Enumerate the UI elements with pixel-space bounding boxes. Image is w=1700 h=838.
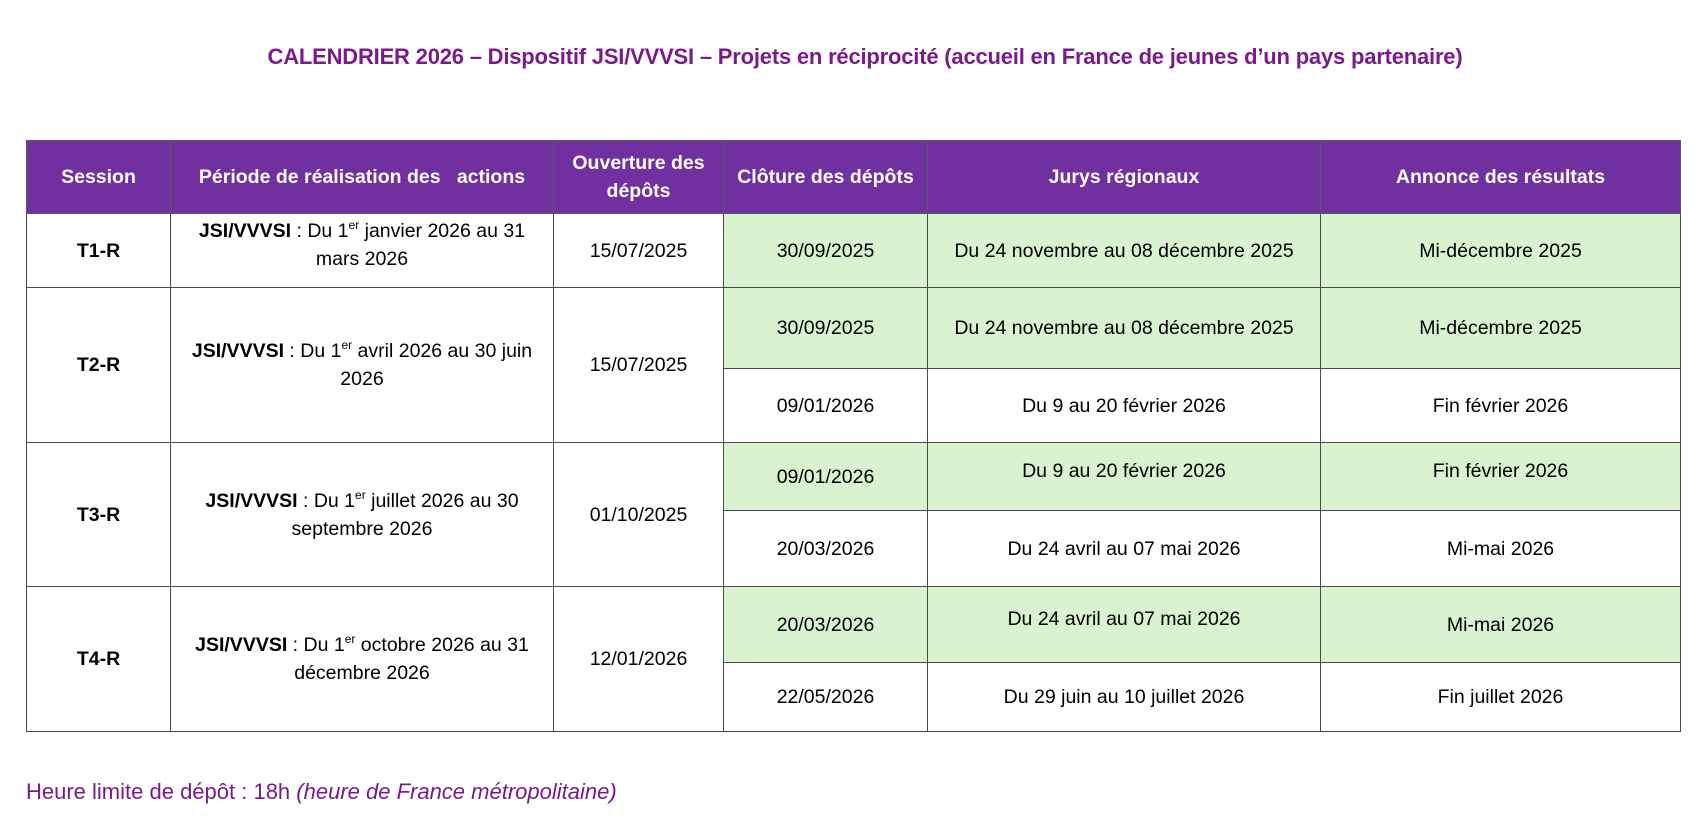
period-program: JSI/VVVSI bbox=[205, 489, 298, 512]
annonce-resultats: Mi-mai 2026 bbox=[1321, 587, 1681, 663]
jurys-regionaux: Du 24 avril au 07 mai 2026 bbox=[928, 511, 1321, 587]
deadline-label: Heure limite de dépôt : 18h bbox=[26, 779, 297, 804]
ouverture-date: 01/10/2025 bbox=[554, 443, 724, 587]
page-title: CALENDRIER 2026 – Dispositif JSI/VVVSI – Projets en réciprocité (accueil en France de jeunes d’un pays partenaire) bbox=[267, 44, 1463, 69]
header-ouverture: Ouverture des dépôts bbox=[554, 141, 724, 214]
period-sup: er bbox=[355, 487, 366, 502]
session-name: T2-R bbox=[27, 288, 171, 443]
period-prefix: : Du 1 bbox=[284, 340, 342, 362]
cloture-date: 09/01/2026 bbox=[724, 443, 928, 511]
ouverture-date: 12/01/2026 bbox=[554, 587, 724, 732]
header-cloture: Clôture des dépôts bbox=[724, 141, 928, 214]
period-prefix: : Du 1 bbox=[287, 634, 345, 656]
cloture-date: 22/05/2026 bbox=[724, 663, 928, 732]
jurys-regionaux bbox=[928, 587, 1321, 663]
header-annonce: Annonce des résultats bbox=[1321, 141, 1681, 214]
ouverture-date: 15/07/2025 bbox=[554, 288, 724, 443]
annonce-resultats bbox=[1321, 443, 1681, 511]
period-sup: er bbox=[341, 338, 353, 352]
period-prefix: : Du 1 bbox=[297, 489, 356, 512]
period-program: JSI/VVVSI bbox=[198, 219, 292, 242]
period-suffix: juillet 2026 au 30 septembre 2026 bbox=[291, 489, 519, 540]
period-suffix: janvier 2026 au 31 mars 2026 bbox=[315, 219, 526, 270]
period-program: JSI/VVVSI bbox=[195, 634, 288, 656]
jurys-regionaux: Du 9 au 20 février 2026 bbox=[928, 369, 1321, 443]
annonce-resultats: Mi-décembre 2025 bbox=[1321, 288, 1681, 369]
cloture-date: 30/09/2025 bbox=[724, 214, 928, 288]
jurys-regionaux: Du 24 novembre au 08 décembre 2025 bbox=[928, 288, 1321, 369]
header-session: Session bbox=[27, 141, 171, 214]
deadline-note bbox=[26, 779, 617, 805]
session-name: T4-R bbox=[27, 587, 171, 732]
jurys-regionaux bbox=[928, 443, 1321, 511]
period-prefix: : Du 1 bbox=[291, 219, 349, 242]
header-row bbox=[27, 141, 1681, 214]
table-row bbox=[27, 443, 1681, 511]
annonce-resultats: Mi-mai 2026 bbox=[1321, 511, 1681, 587]
cloture-date: 20/03/2026 bbox=[724, 511, 928, 587]
table-row bbox=[27, 214, 1681, 288]
annonce-resultats: Fin juillet 2026 bbox=[1321, 663, 1681, 732]
jurys-regionaux: Du 24 novembre au 08 décembre 2025 bbox=[928, 214, 1321, 288]
annonce-resultats: Fin février 2026 bbox=[1321, 369, 1681, 443]
period-suffix: octobre 2026 au 31 décembre 2026 bbox=[294, 634, 529, 684]
cloture-date: 30/09/2025 bbox=[724, 288, 928, 369]
period-program: JSI/VVVSI bbox=[191, 340, 285, 362]
period-text bbox=[198, 217, 526, 270]
session-period bbox=[171, 587, 554, 732]
session-name: T1-R bbox=[27, 214, 171, 288]
annonce-text: Fin février 2026 bbox=[1432, 459, 1569, 482]
session-period bbox=[171, 214, 554, 288]
session-name: T3-R bbox=[27, 443, 171, 587]
period-suffix: avril 2026 au 30 juin 2026 bbox=[340, 340, 533, 390]
cloture-date: 09/01/2026 bbox=[724, 369, 928, 443]
header-periode: Période de réalisation des actions bbox=[171, 141, 554, 214]
table-row bbox=[27, 587, 1681, 663]
annonce-resultats: Mi-décembre 2025 bbox=[1321, 214, 1681, 288]
calendar-table bbox=[26, 140, 1681, 732]
header-jurys: Jurys régionaux bbox=[928, 141, 1321, 214]
table-row bbox=[27, 288, 1681, 369]
period-sup: er bbox=[344, 632, 356, 646]
session-period bbox=[171, 288, 554, 443]
jurys-regionaux: Du 29 juin au 10 juillet 2026 bbox=[928, 663, 1321, 732]
jurys-text: Du 24 avril au 07 mai 2026 bbox=[1007, 607, 1241, 630]
deadline-timezone: (heure de France métropolitaine) bbox=[296, 779, 617, 804]
session-period bbox=[171, 443, 554, 587]
jurys-text: Du 9 au 20 février 2026 bbox=[1022, 459, 1226, 482]
cloture-date: 20/03/2026 bbox=[724, 587, 928, 663]
period-sup: er bbox=[348, 217, 360, 232]
ouverture-date: 15/07/2025 bbox=[554, 214, 724, 288]
